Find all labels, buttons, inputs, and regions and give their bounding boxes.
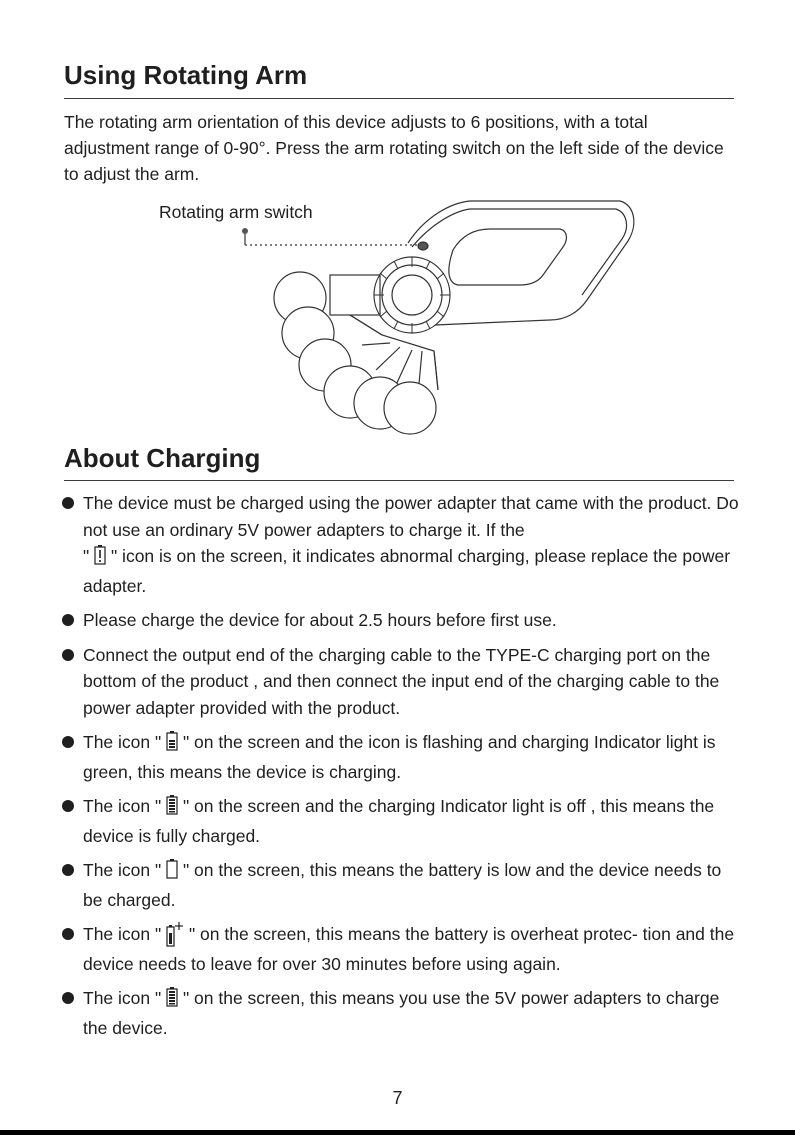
- list-item: The icon " " on the screen, this means you use the 5V power adapters to charge the device.: [60, 985, 740, 1041]
- bullet-text-after: on the screen, this means the battery is overheat protec- tion and the device needs to leave for over 30 minutes before using again.: [83, 924, 735, 974]
- page-number: 7: [392, 1088, 403, 1108]
- bullet-text: The icon: [83, 860, 155, 880]
- bullet-dot: [62, 649, 74, 661]
- bullet-dot: [62, 992, 74, 1004]
- bullet-dot: [62, 497, 74, 509]
- bullet-dot: [62, 736, 74, 748]
- battery-full-icon: [166, 795, 178, 823]
- massage-gun-illustration-icon: [150, 195, 650, 440]
- bullet-text-after: icon is on the screen, it indicates abnormal charging, please replace the power adapter.: [83, 546, 731, 596]
- bullet-text-after: on the screen and the icon is flashing and charging Indicator light is green, this means the device is charging.: [83, 732, 716, 782]
- battery-charging-icon: [166, 731, 178, 759]
- battery-empty-icon: [166, 859, 178, 887]
- list-item: The icon " " on the screen, this means the battery is overheat protec- tion and the device needs to leave for over 30 minutes before using again.: [60, 921, 740, 977]
- bullet-text: Please charge the device for about 2.5 hours before first use.: [83, 610, 557, 630]
- bullet-text: The icon: [83, 796, 155, 816]
- bullet-text: The icon: [83, 988, 155, 1008]
- list-item: The icon " " on the screen, this means the battery is low and the device needs to be charged.: [60, 857, 740, 913]
- bullet-dot: [62, 928, 74, 940]
- section-title-rotating-arm: Using Rotating Arm: [64, 60, 308, 90]
- bullet-text: The icon: [83, 924, 155, 944]
- rotating-arm-paragraph: The rotating arm orientation of this device adjusts to 6 positions, with a total adjustment range of 0-90°. Press the arm rotating switch on the left side of the device to adjust the arm.: [64, 112, 724, 184]
- bullet-dot: [62, 800, 74, 812]
- bottom-border: [0, 1130, 795, 1135]
- battery-5v-icon: [166, 987, 178, 1015]
- charging-list: [60, 490, 740, 1049]
- list-item: [60, 607, 740, 634]
- section-title-about-charging: About Charging: [64, 443, 261, 473]
- bullet-dot: [62, 864, 74, 876]
- bullet-text-after: on the screen and the charging Indicator light is off , this means the device is fully charged.: [83, 796, 715, 846]
- battery-warning-icon: [94, 545, 106, 573]
- battery-overheat-icon: [166, 921, 184, 951]
- massage-gun-figure: [150, 195, 650, 440]
- bullet-dot: [62, 614, 74, 626]
- section-divider: [64, 480, 734, 481]
- list-item: [60, 642, 740, 722]
- bullet-text: The device must be charged using the power adapter that came with the product. Do not use an ordinary 5V power adapters to charge it. If the: [83, 493, 739, 540]
- list-item: The icon " " on the screen and the charging Indicator light is off , this means the device is fully charged.: [60, 793, 740, 849]
- bullet-text: The icon: [83, 732, 155, 752]
- bullet-text-after: on the screen, this means you use the 5V power adapters to charge the device.: [83, 988, 720, 1038]
- list-item: The icon " " on the screen and the icon is flashing and charging Indicator light is green, this means the device is charging.: [60, 729, 740, 785]
- section-divider: [64, 98, 734, 99]
- callout-label: Rotating arm switch: [159, 202, 313, 222]
- bullet-text-after: on the screen, this means the battery is low and the device needs to be charged.: [83, 860, 722, 910]
- bullet-text: Connect the output end of the charging cable to the TYPE-C charging port on the bottom of the product , and then connect the input end of the charging cable to the power adapter provided with the product.: [83, 644, 720, 718]
- list-item: The device must be charged using the power adapter that came with the product. Do not use an ordinary 5V power adapters to charge it. If the " " icon is on the screen, it indicates abnormal charging, please replace the power adapter.: [60, 490, 740, 599]
